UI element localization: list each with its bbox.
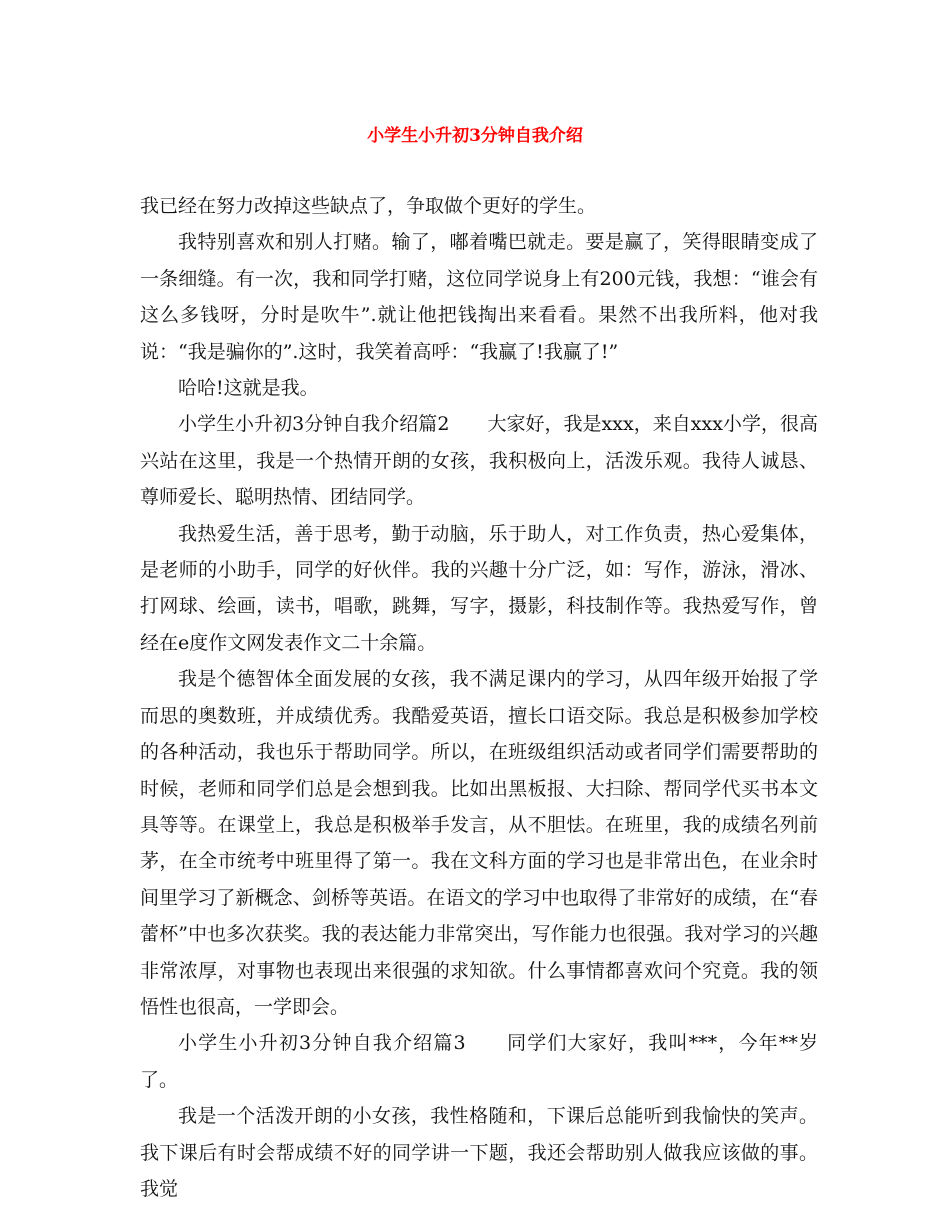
paragraph-article-2-intro: 小学生小升初3分钟自我介绍篇2 大家好，我是xxx，来自xxx小学，很高兴站在这里，我是一个热情开朗的女孩，我积极向上，活泼乐观。我待人诚恳、尊师爱长、聪明热情、团结同学。 (140, 413, 818, 509)
document-title: 小学生小升初3分钟自我介绍 (367, 126, 583, 146)
paragraph-personality: 我是一个活泼开朗的小女孩，我性格随和，下课后总能听到我愉快的笑声。我下课后有时会帮成绩不好的同学讲一下题，我还会帮助别人做我应该做的事。我觉 (140, 1105, 818, 1200)
paragraph-study: 我是个德智体全面发展的女孩，我不满足课内的学习，从四年级开始报了学而思的奥数班，并成绩优秀。我酷爱英语，擅长口语交际。我总是积极参加学校的各种活动，我也乐于帮助同学。所以，在班级组织活动或者同学们需要帮助的时候，老师和同学们总是会想到我。比如出黑板报、大扫除、帮同学代买书本文具等等。在课堂上，我总是积极举手发言，从不胆怯。在班里，我的成绩名列前茅，在全市统考中班里得了第一。我在文科方面的学习也是非常出色，在业余时间里学习了新概念、剑桥等英语。在语文的学习中也取得了非常好的成绩，在“春蕾杯”中也多次获奖。我的表达能力非常突出，写作能力也很强。我对学习的兴趣非常浓厚，对事物也表现出来很强的求知欲。什么事情都喜欢问个究竟。我的领悟性也很高，一学即会。 (140, 668, 818, 1018)
paragraph-betting-story: 我特别喜欢和别人打赌。输了，嘟着嘴巴就走。要是赢了，笑得眼睛变成了一条细缝。有一次，我和同学打赌，这位同学说身上有200元钱，我想：“谁会有这么多钱呀，分时是吹牛”.就让他把钱掏出来看看。果然不出我所料，他对我说：“我是骗你的”.这时，我笑着高呼：“我赢了!我赢了!” (140, 231, 818, 363)
paragraph-this-is-me: 哈哈!这就是我。 (178, 377, 319, 400)
paragraph-continuation: 我已经在努力改掉这些缺点了，争取做个更好的学生。 (140, 195, 597, 217)
document-body (140, 188, 818, 1207)
paragraph-hobbies: 我热爱生活，善于思考，勤于动脑，乐于助人，对工作负责，热心爱集体，是老师的小助手，同学的好伙伴。我的兴趣十分广泛，如：写作，游泳，滑冰、打网球、绘画，读书，唱歌，跳舞，写字，摄影，科技制作等。我热爱写作，曾经在e度作文网发表作文二十余篇。 (140, 522, 818, 654)
paragraph-article-3-intro: 小学生小升初3分钟自我介绍篇3 同学们大家好，我叫***，今年**岁了。 (140, 1032, 818, 1091)
